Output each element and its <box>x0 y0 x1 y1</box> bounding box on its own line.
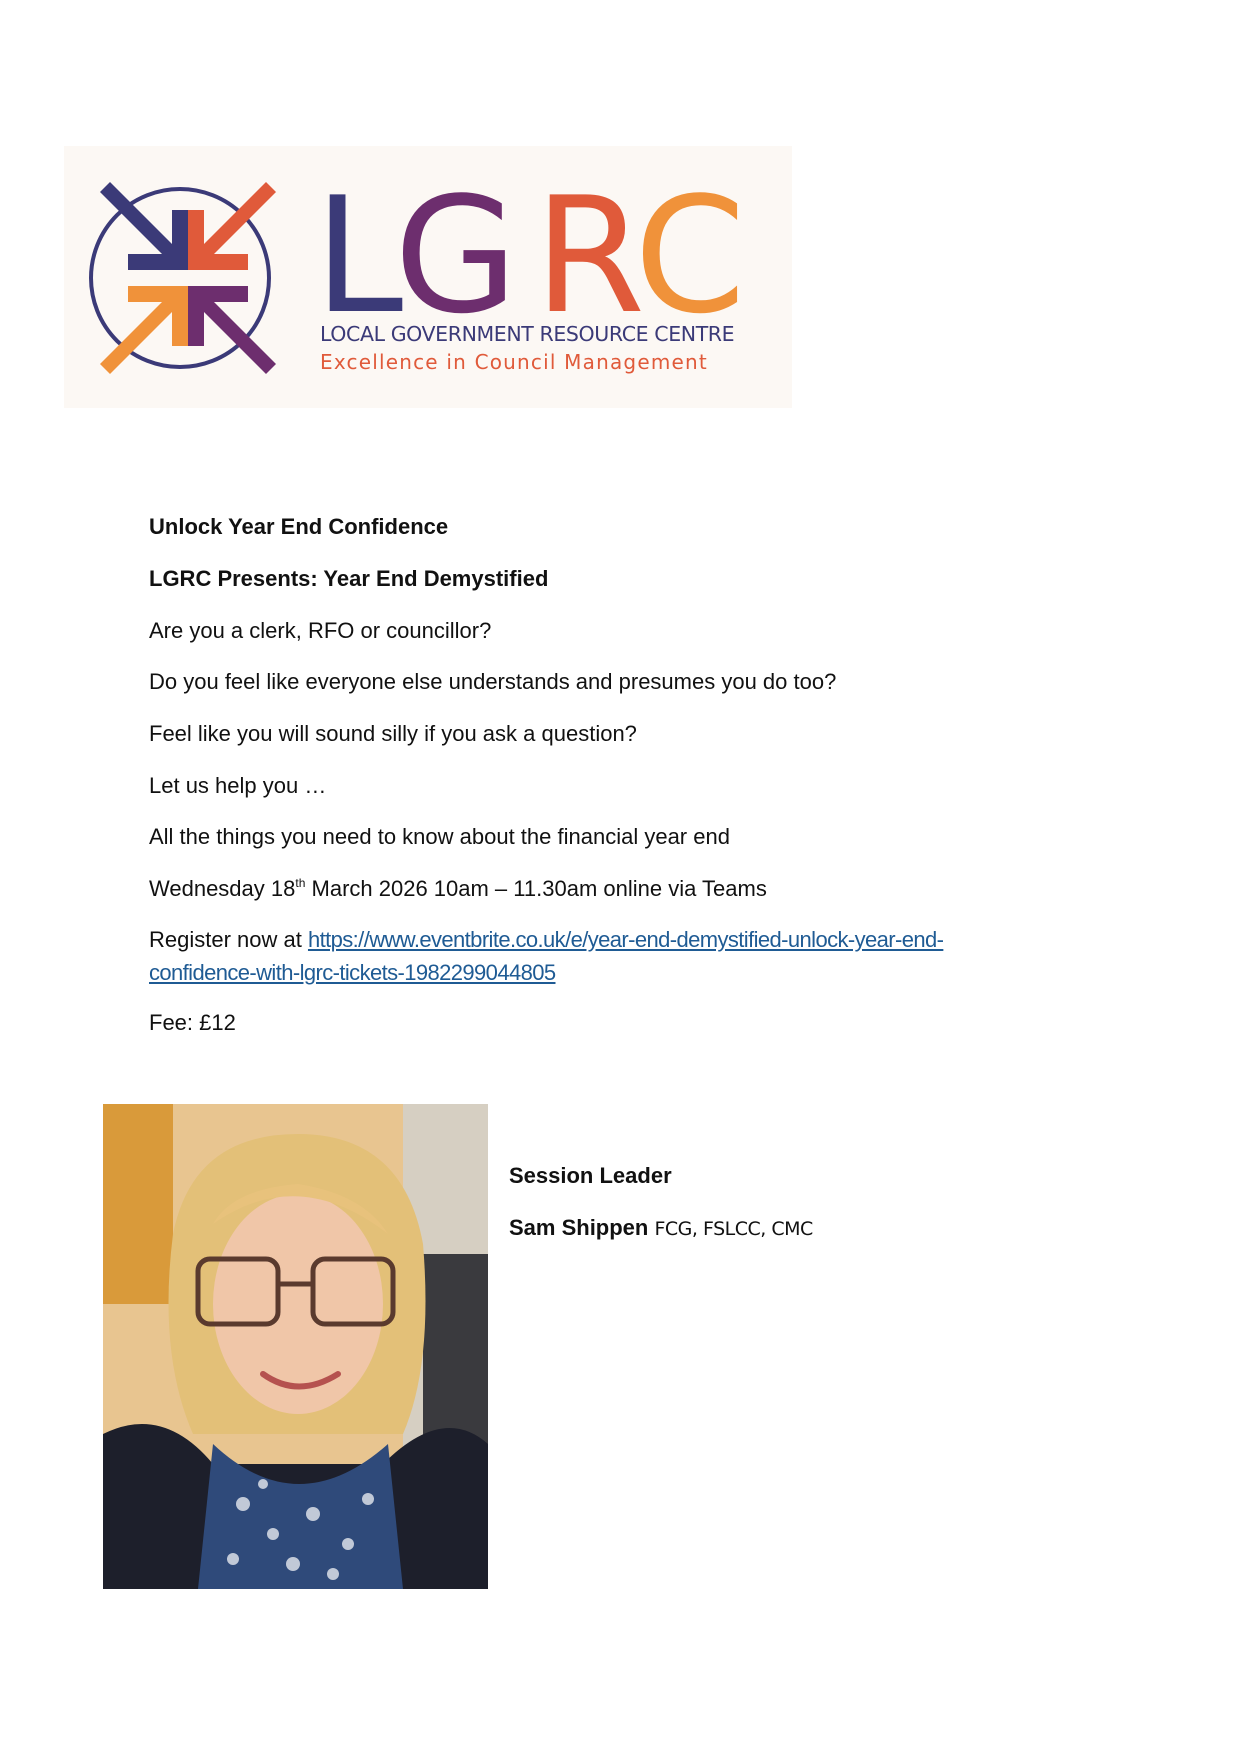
logo-tagline-org: LOCAL GOVERNMENT RESOURCE CENTRE <box>320 322 735 346</box>
register-line <box>149 923 1029 989</box>
logo-letter-c: C <box>634 162 746 349</box>
logo-letter-g: G <box>394 162 518 349</box>
register-link[interactable]: https://www.eventbrite.co.uk/e/year-end-demystified-unlock-year-end-confidence-with-lgrc-tickets-1982299044805 <box>149 927 944 985</box>
logo-letter-r: R <box>534 162 646 349</box>
leader-name: Sam Shippen <box>509 1215 649 1240</box>
leader-qualifications: FCG, FSLCC, CMC <box>654 1218 813 1240</box>
event-date-suffix: th <box>295 876 306 890</box>
event-date <box>149 876 767 902</box>
heading-presents: LGRC Presents: Year End Demystified <box>149 566 549 591</box>
lgrc-logo <box>64 146 792 408</box>
question-understand: Do you feel like everyone else understands and presumes you do too? <box>149 669 837 694</box>
fee-line: Fee: £12 <box>149 1010 236 1035</box>
question-silly: Feel like you will sound silly if you ask a question? <box>149 721 637 746</box>
logo-tagline-motto: Excellence in Council Management <box>320 350 708 374</box>
portrait-image <box>103 1104 488 1589</box>
session-leader-label: Session Leader <box>509 1163 672 1188</box>
event-date-day: Wednesday 18 <box>149 876 296 901</box>
things-line: All the things you need to know about the financial year end <box>149 824 730 849</box>
leader-photo <box>103 1104 488 1589</box>
logo-letter-l: L <box>314 162 404 349</box>
help-line: Let us help you … <box>149 773 327 798</box>
question-role: Are you a clerk, RFO or councillor? <box>149 618 492 643</box>
session-leader-name-line <box>509 1215 813 1241</box>
event-date-rest: March 2026 10am – 11.30am online via Teams <box>305 876 767 901</box>
heading-unlock: Unlock Year End Confidence <box>149 514 449 539</box>
register-prefix: Register now at <box>149 927 308 952</box>
